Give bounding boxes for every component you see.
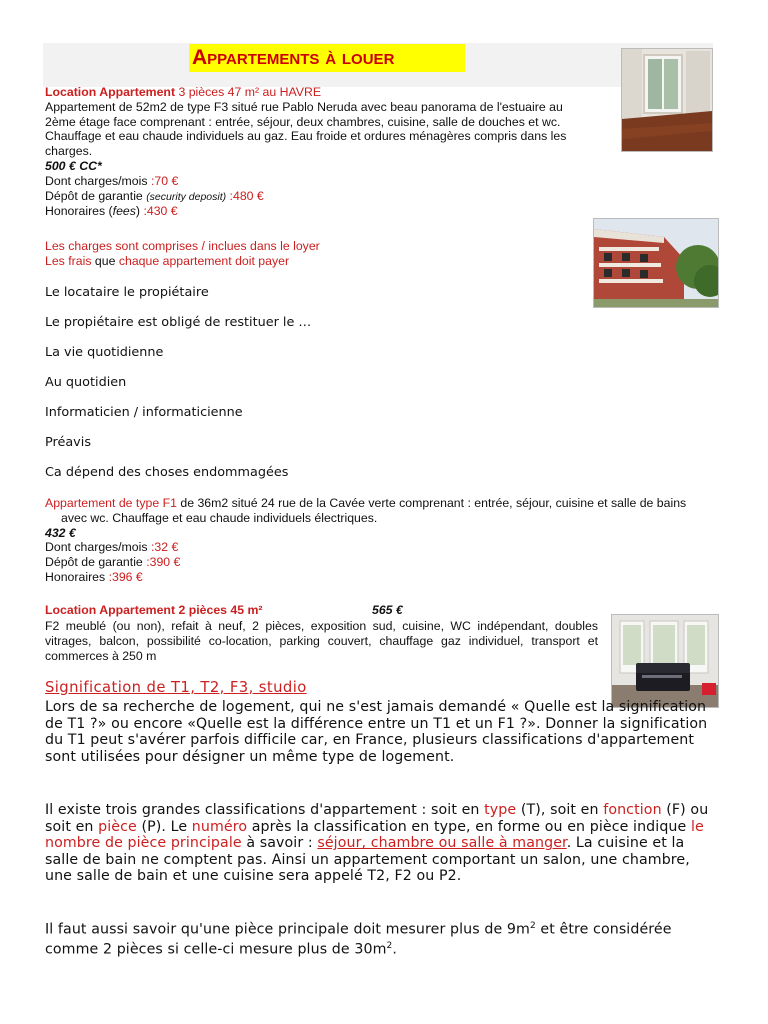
listing-2-desc: de 36m2 situé 24 rue de la Cavée verte comprenant : entrée, séjour, cuisine et salle de bains avec wc. Chauffage et eau chaude individuels électriques. (61, 496, 687, 525)
listing-2-fees-label: Honoraires (45, 569, 109, 584)
listing-2-price: 432 € (45, 525, 76, 540)
apartment-photo-1 (621, 48, 713, 152)
apartment-photo-2 (593, 218, 719, 308)
listing-3-price: 565 € (372, 603, 403, 617)
article-paragraph-3 (45, 918, 715, 959)
listing-2-fees (45, 570, 715, 585)
listing-3-title: Location Appartement 2 pièces 45 m² (45, 603, 263, 617)
listing-1-title-rest: 3 pièces 47 m² au HAVRE (175, 85, 322, 99)
notes-charges-line: Les charges sont comprises / inclues dans le loyer (45, 239, 320, 253)
listing-2-deposit-value: :390 € (146, 555, 181, 570)
listing-1-deposit (45, 189, 610, 205)
article-p2-fonction: fonction (603, 802, 662, 818)
listing-3-description: F2 meublé (ou non), refait à neuf, 2 pièces, exposition sud, cuisine, WC indépendant, doubles vitrages, balcon, possibilité co-location, parking couvert, chauffage gaz individuel, transport et commerces à 250 m (45, 619, 598, 663)
vocab-item: Au quotidien (45, 375, 127, 390)
listing-2-charges-label: Dont charges/mois (45, 540, 151, 555)
article-p2-text: . La cuisine et la salle de bain ne comptent pas. Ainsi un appartement comportant un salon, une chambre, une salle de bain et une cuisine sera appelé T2, F2 ou P2. (45, 835, 690, 885)
notes (45, 239, 585, 269)
article-p2-text: (F) ou soit en (45, 802, 709, 835)
vocab-item: Préavis (45, 435, 91, 450)
article-p2-type: type (484, 802, 517, 818)
listing-2-description (45, 496, 715, 526)
listing-1-title-bold: Location Appartement (45, 85, 176, 99)
listing-1-fees-note: fees (112, 204, 136, 219)
article-p2-text: (T), soit en (516, 802, 604, 818)
listing-1-deposit-label: Dépôt de garantie (45, 188, 147, 203)
vocab-item: Informaticien / informaticienne (45, 405, 243, 420)
notes-frais-c: chaque appartement doit payer (118, 253, 290, 268)
listing-1-fees-label-b: ) (135, 204, 144, 219)
listing-1-charges-value: :70 € (150, 173, 179, 188)
vocab-item: Ca dépend des choses endommagées (45, 465, 289, 480)
listing-1-deposit-value: :480 € (226, 188, 264, 203)
listing-2 (45, 496, 715, 585)
listing-2-fees-value: :396 € (108, 569, 143, 584)
article-p2-text: Il existe trois grandes classifications d'appartement : soit en (45, 802, 485, 818)
listing-1-title (45, 85, 610, 100)
vocab-item: Le propiétaire est obligé de restituer le … (45, 315, 312, 330)
notes-frais-a: Les frais (45, 253, 92, 268)
listing-1-price: 500 € CC* (45, 158, 102, 173)
listing-2-deposit-label: Dépôt de garantie (45, 555, 147, 570)
article-heading: Signification de T1, T2, F3, studio (45, 679, 307, 696)
notes-frais-line (45, 254, 585, 269)
article-p2-piece: pièce (98, 818, 137, 835)
article-p3-text: et être considérée comme 2 pièces si celle-ci mesure plus de 30m (45, 921, 672, 959)
article-p2-numero: numéro (191, 818, 248, 835)
listing-1 (45, 85, 610, 219)
listing-2-lead: Appartement de type F1 (45, 496, 177, 510)
listing-2-charges (45, 540, 715, 555)
listing-1-charges (45, 174, 610, 189)
listing-2-deposit (45, 555, 715, 570)
article-p2-text: à savoir : (241, 835, 318, 852)
listing-1-charges-label: Dont charges/mois (45, 173, 151, 188)
listing-1-fees-value: :430 € (143, 204, 178, 219)
listing-1-deposit-note: (security deposit) (146, 190, 227, 203)
article-p3-text: . (392, 942, 397, 959)
article-p2-nombre: le nombre de pièce principale (45, 818, 704, 852)
listing-1-description: Appartement de 52m2 de type F3 situé rue Pablo Neruda avec beau panorama de l'estuaire au 2ème étage face comprenant : entrée, séjour, deux chambres, cuisine, salle de douches et wc. Chauffage et eau chaude individuels au gaz. Eau froide et ordures ménagères compris dans les charges. (45, 99, 567, 159)
article-p2-text: après la classification en type, en forme ou en pièce indique (247, 818, 691, 835)
listing-1-fees-label-a: Honoraires ( (45, 204, 113, 219)
notes-frais-b: que (91, 253, 119, 268)
article-paragraph-1: Lors de sa recherche de logement, qui ne s'est jamais demandé « Quelle est la signification de T1 ?» ou encore «Quelle est la différence entre un T1 et un F1 ?». Donner la signification du T1 peut s'avérer parfois difficile car, en France, plusieurs classifications d'appartement sont utilisées pour désigner un même type de logement. (45, 699, 708, 765)
vocab-item: La vie quotidienne (45, 345, 164, 360)
listing-1-fees (45, 204, 610, 219)
article-p2-text: (P). Le (136, 818, 192, 835)
article-p3-sup: 2 (386, 941, 393, 952)
listing-2-charges-value: :32 € (150, 540, 179, 555)
vocab-item: Le locataire le propiétaire (45, 285, 209, 300)
article-p3-text: Il faut aussi savoir qu'une pièce principale doit mesurer plus de 9m (45, 921, 530, 938)
article-p2-sejour: séjour, chambre ou salle à manger (317, 835, 567, 852)
apartment-photo-3 (611, 614, 719, 708)
page-title: Appartements à louer (192, 46, 395, 69)
article-paragraph-2 (45, 802, 715, 885)
article-p3-sup: 2 (529, 921, 536, 931)
